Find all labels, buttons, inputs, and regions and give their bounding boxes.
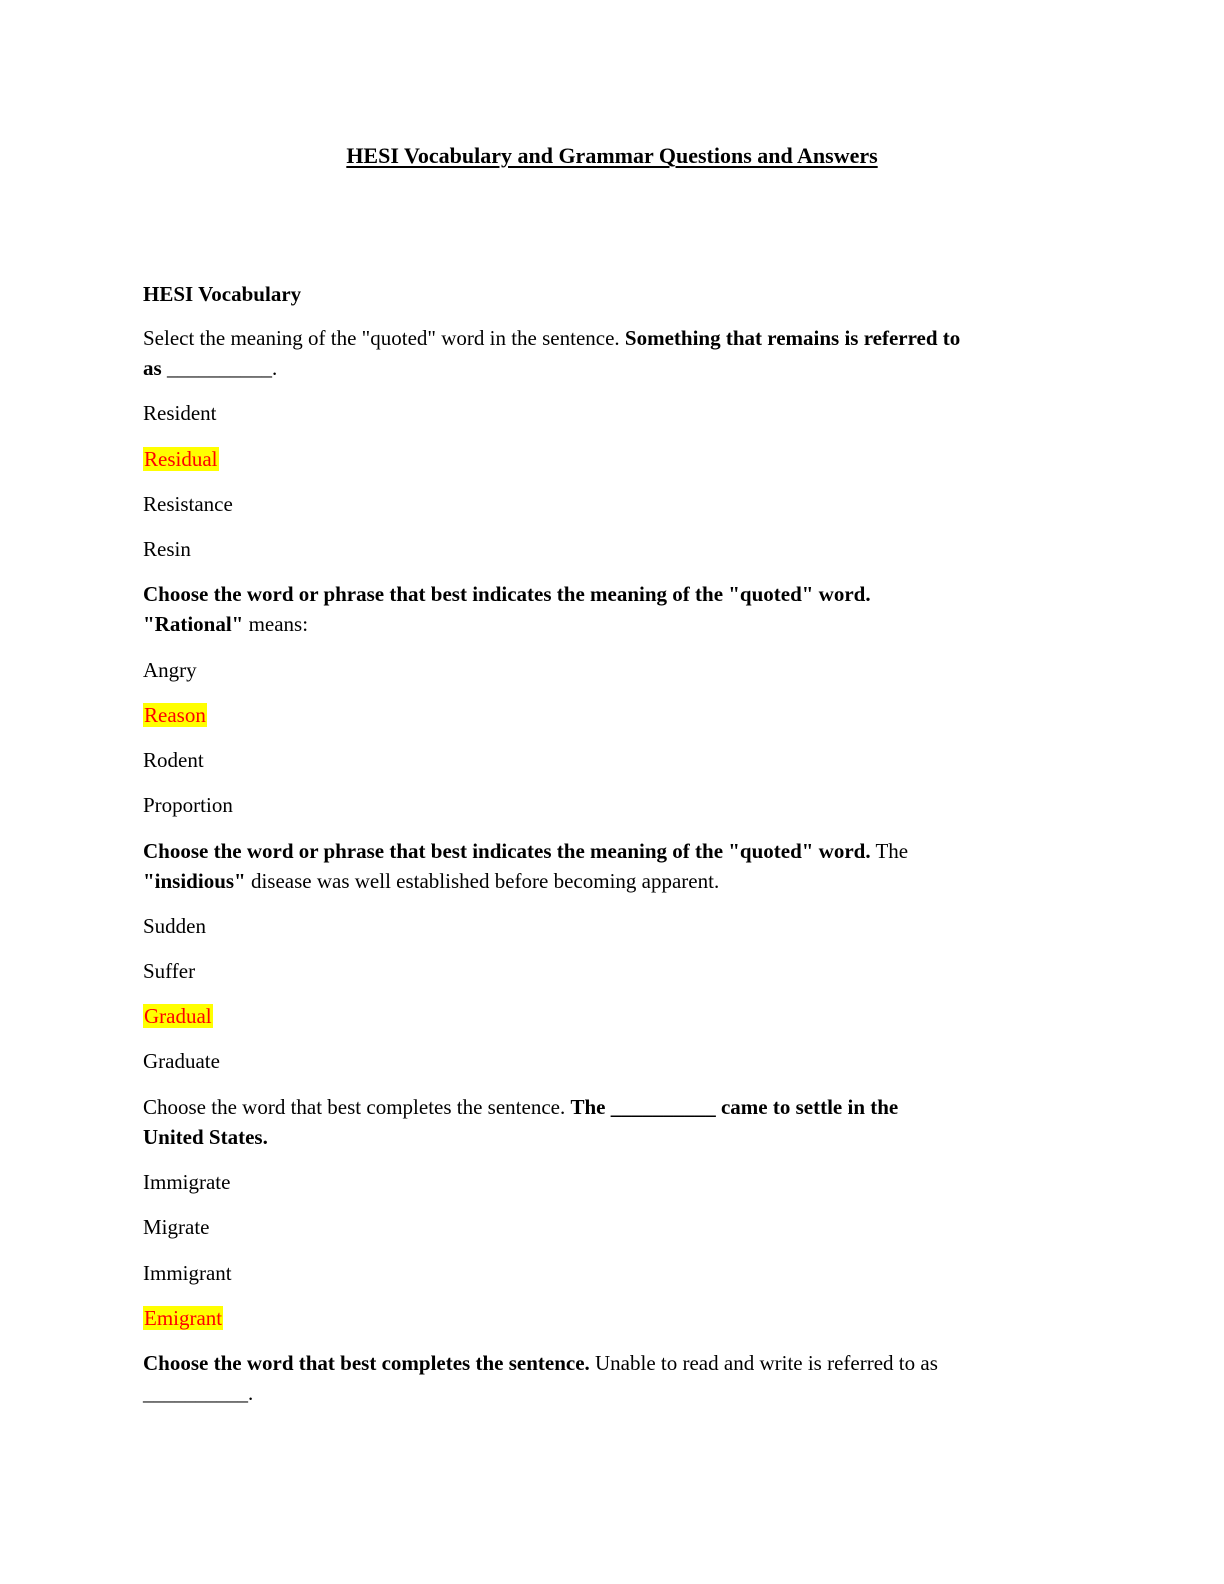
question-2-option-4: Proportion — [143, 793, 233, 817]
question-2-prompt-line2-bold: "Rational" — [143, 612, 244, 636]
answer-highlight: Reason — [144, 703, 206, 727]
question-1-option-4: Resin — [143, 537, 191, 561]
section-heading: HESI Vocabulary — [143, 282, 302, 306]
question-3-prompt-line2-plain: disease was well established before becoming apparent. — [245, 869, 720, 893]
answer-highlight: Emigrant — [144, 1306, 223, 1330]
question-1-option-2 — [143, 444, 1083, 474]
question-3-prompt-line2-bold: "insidious" — [143, 869, 246, 893]
question-4-option-3: Immigrant — [143, 1261, 232, 1285]
question-2-prompt: Choose the word or phrase that best indicates the meaning of the "quoted" word. — [143, 582, 871, 606]
question-5-prompt — [143, 1348, 1083, 1378]
question-5-prompt-line2: __________. — [143, 1381, 254, 1405]
question-1-option-3: Resistance — [143, 492, 233, 516]
question-1-prompt-line2-plain: __________. — [161, 356, 278, 380]
question-5-prompt-plain: Unable to read and write is referred to as — [589, 1351, 938, 1375]
answer-highlight: Residual — [144, 447, 218, 471]
question-4-option-4 — [143, 1303, 1083, 1333]
question-1-prompt-line2 — [143, 353, 1083, 383]
question-2-prompt-line2-plain: means: — [243, 612, 309, 636]
question-3-option-3 — [143, 1001, 1083, 1031]
question-3-option-1: Sudden — [143, 914, 206, 938]
question-4-prompt — [143, 1092, 1083, 1122]
question-4-prompt-line2: United States. — [143, 1125, 268, 1149]
question-4-prompt-bold: The __________ came to settle in the — [570, 1095, 899, 1119]
question-3-prompt-plain: The — [870, 839, 909, 863]
document-title: HESI Vocabulary and Grammar Questions and Answers — [346, 143, 878, 168]
question-4-option-1: Immigrate — [143, 1170, 231, 1194]
question-3-prompt-bold: Choose the word or phrase that best indicates the meaning of the "quoted" word. — [143, 839, 871, 863]
question-1-prompt-line2-bold: as — [143, 356, 162, 380]
question-3-option-2: Suffer — [143, 959, 196, 983]
question-3-prompt-line2 — [143, 866, 1083, 896]
question-1-option-1: Resident — [143, 401, 217, 425]
question-1-prompt-plain: Select the meaning of the "quoted" word in the sentence. — [143, 326, 625, 350]
question-1-prompt-bold: Something that remains is referred to — [624, 326, 961, 350]
question-3-option-4: Graduate — [143, 1049, 220, 1073]
question-3-prompt — [143, 836, 1083, 866]
question-5-prompt-bold: Choose the word that best completes the sentence. — [143, 1351, 590, 1375]
question-2-option-1: Angry — [143, 658, 197, 682]
question-2-prompt-line2 — [143, 609, 1083, 639]
answer-highlight: Gradual — [144, 1004, 212, 1028]
question-1-prompt — [143, 323, 1083, 353]
question-4-option-2: Migrate — [143, 1215, 210, 1239]
question-2-option-2 — [143, 700, 1083, 730]
question-2-option-3: Rodent — [143, 748, 204, 772]
question-4-prompt-plain: Choose the word that best completes the sentence. — [143, 1095, 571, 1119]
